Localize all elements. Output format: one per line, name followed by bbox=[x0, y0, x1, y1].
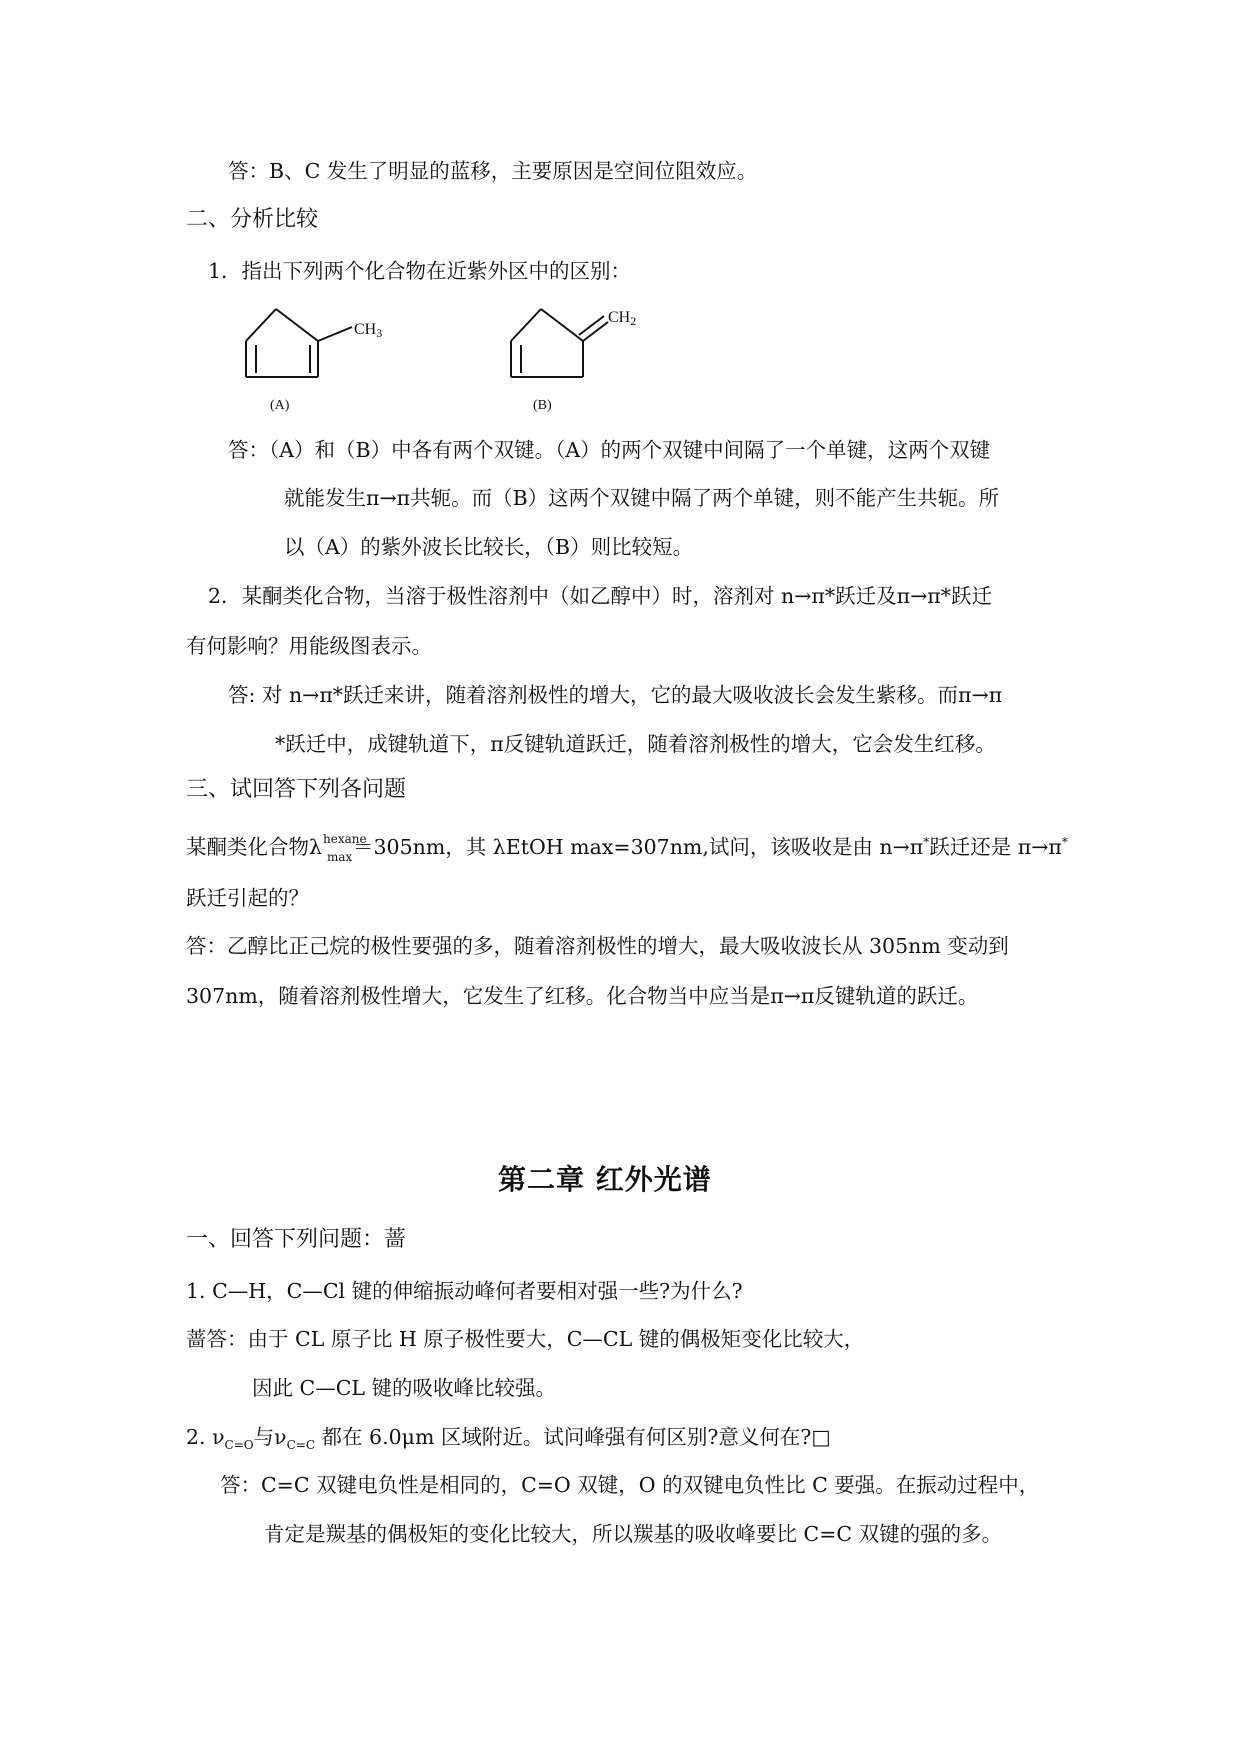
ir-question-2: 2. $\nu_{C=O}$与$\nu_{C=C}$ 都在 6.0μm 区域附近。试问峰强有何区别?意义何在?□ bbox=[186, 1425, 831, 1453]
question-2-line-1: 2．某酮类化合物，当溶于极性溶剂中（如乙醇中）时，溶剂对 n→π*跃迁及π→π*跃迁 bbox=[208, 584, 993, 608]
section-heading-2: 二、分析比较 bbox=[186, 207, 319, 232]
svg-text:CH2 bbox=[608, 309, 636, 328]
ch2-label: CH bbox=[608, 309, 631, 326]
answer-line: 答：B、C 发生了明显的蓝移，主要原因是空间位阻效应。 bbox=[228, 159, 758, 183]
question-2-line-2: 有何影响？用能级图表示。 bbox=[186, 634, 432, 658]
svg-text:CH3 bbox=[354, 321, 382, 340]
answer-2-line-1: 答: 对 n→π*跃迁来讲，随着溶剂极性的增大，它的最大吸收波长会发生紫移。而π→π bbox=[228, 683, 1003, 707]
answer-1-line-2: 就能发生π→π共轭。而（B）这两个双键中隔了两个单键，则不能产生共轭。所 bbox=[284, 486, 1000, 510]
label-b: (B) bbox=[533, 398, 552, 413]
answer-3-line-2: 307nm，随着溶剂极性增大，它发生了红移。化合物当中应当是π→π反键轨道的跃迁。 bbox=[186, 984, 979, 1008]
q3-middle-2: 跃迁还是 π→π bbox=[929, 835, 1062, 859]
ir-answer-1-line-2: 因此 C—CL 键的吸收峰比较强。 bbox=[252, 1376, 557, 1400]
ch2-subscript: 2 bbox=[630, 314, 637, 328]
question-1: 1．指出下列两个化合物在近紫外区中的区别： bbox=[208, 259, 632, 283]
answer-2-line-2: *跃迁中，成键轨道下，π反键轨道跃迁，随着溶剂极性的增大，它会发生红移。 bbox=[275, 732, 996, 756]
section-heading-3: 三、试回答下列各问题 bbox=[186, 777, 407, 802]
ir-answer-2-line-2: 肯定是羰基的偶极矩的变化比较大，所以羰基的吸收峰要比 C=C 双键的强的多。 bbox=[264, 1522, 1003, 1546]
answer-1-line-1: 答：（A）和（B）中各有两个双键。（A）的两个双键中间隔了一个单键，这两个双键 bbox=[228, 438, 991, 462]
nu-symbol: ν bbox=[212, 1425, 225, 1449]
ch3-label: CH bbox=[354, 321, 377, 338]
ir-question-1: 1. C—H，C—Cl 键的伸缩振动峰何者要相对强一些?为什么? bbox=[186, 1279, 743, 1303]
chapter-title: 第二章 红外光谱 bbox=[498, 1163, 712, 1196]
q3-middle: ＝305nm，其 λEtOH max=307nm,试问，该吸收是由 n→π bbox=[353, 835, 924, 859]
structure-a bbox=[230, 305, 430, 415]
question-3-line-1: 某酮类化合物 λ hexane max ＝305nm，其 λEtOH max=307nm,试问，该吸收是由 n→π*跃迁还是 π→π* bbox=[186, 832, 1068, 864]
ir-answer-2-line-1: 答：C=C 双键电负性是相同的，C=O 双键，O 的双键电负性比 C 要强。在振动过程中， bbox=[220, 1473, 1040, 1497]
ir-answer-1-line-1: 蔷答：由于 CL 原子比 H 原子极性要大，C—CL 键的偶极矩变化比较大， bbox=[186, 1327, 865, 1351]
structure-b bbox=[495, 305, 695, 415]
ch3-subscript: 3 bbox=[376, 326, 383, 340]
label-a: (A) bbox=[270, 398, 290, 413]
q3-prefix: 某酮类化合物 bbox=[186, 835, 309, 859]
chapter-section-heading: 一、回答下列问题：蔷 bbox=[186, 1227, 407, 1252]
answer-1-line-3: 以（A）的紫外波长比较长，（B）则比较短。 bbox=[284, 535, 694, 559]
answer-3-line-1: 答：乙醇比正己烷的极性要强的多，随着溶剂极性的增大，最大吸收波长从 305nm 变动到 bbox=[186, 934, 1009, 958]
question-3-line-2: 跃迁引起的？ bbox=[186, 886, 309, 910]
lambda-symbol: λ hexane max bbox=[309, 832, 367, 864]
